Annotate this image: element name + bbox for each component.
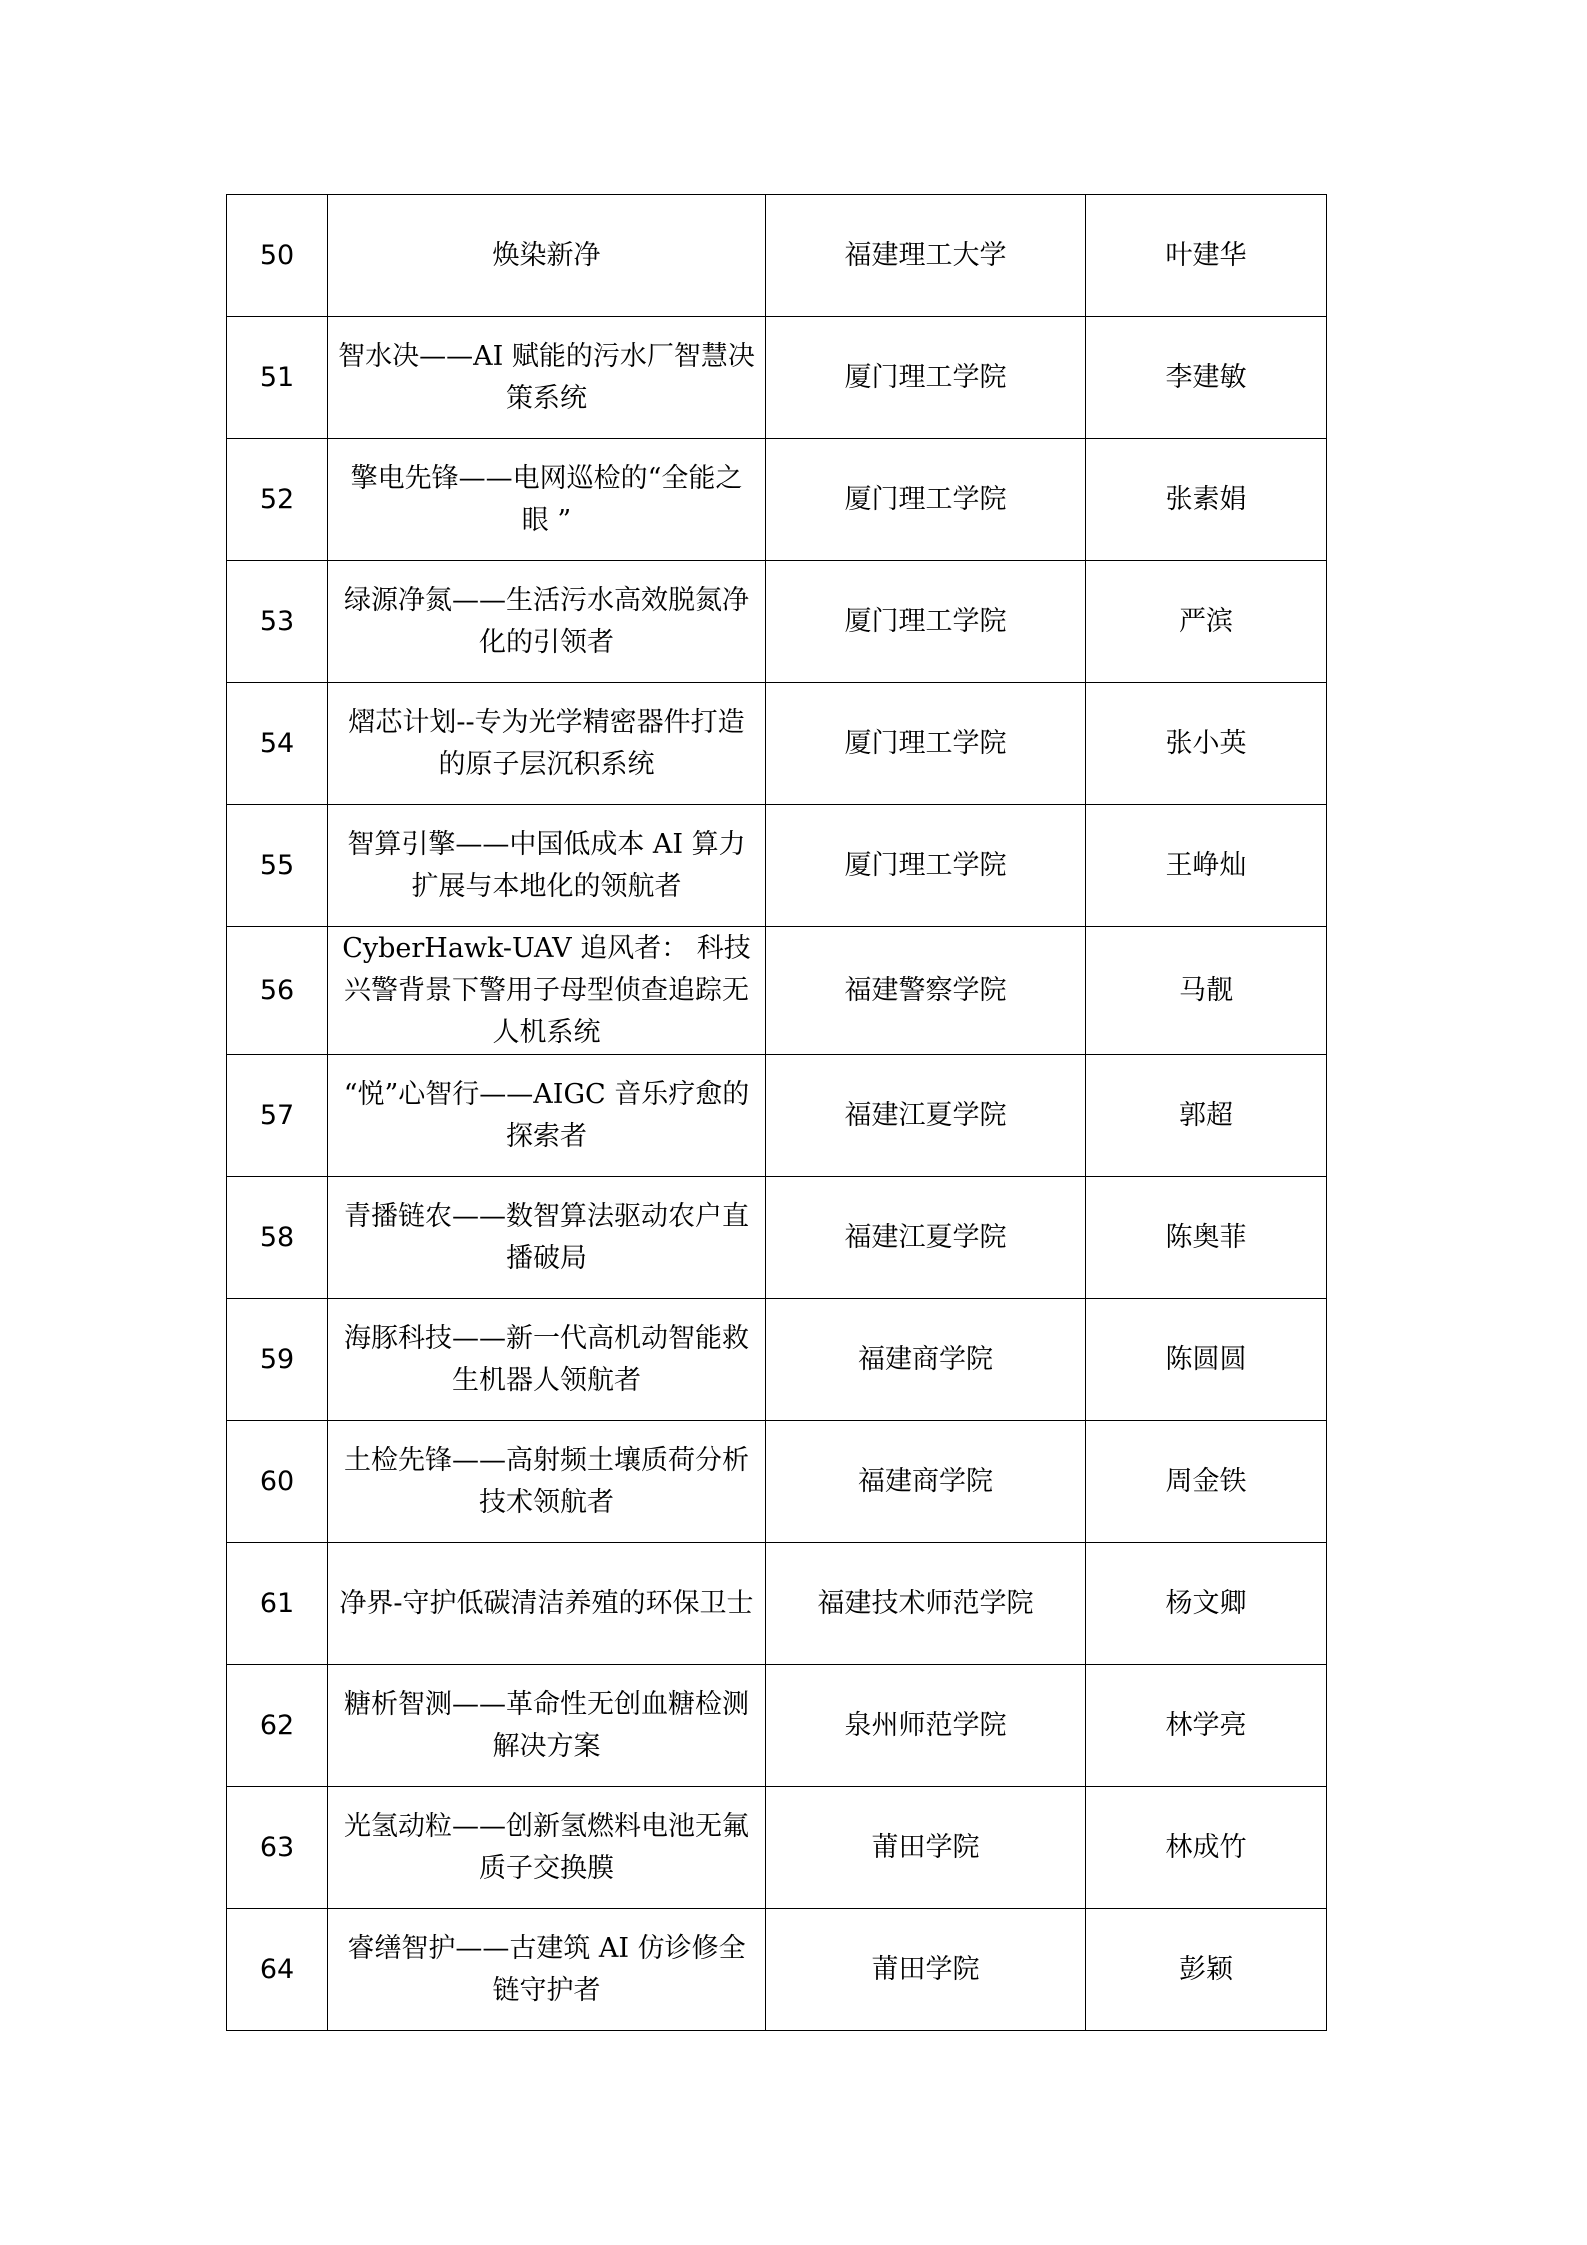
project-name: 海豚科技——新一代高机动智能救生机器人领航者 bbox=[328, 1299, 766, 1421]
school-name: 福建商学院 bbox=[766, 1421, 1086, 1543]
project-name: “悦”心智行——AIGC 音乐疗愈的探索者 bbox=[328, 1055, 766, 1177]
project-name: 土检先锋——高射频土壤质荷分析技术领航者 bbox=[328, 1421, 766, 1543]
table-row bbox=[227, 805, 1327, 927]
project-name: CyberHawk-UAV 追风者： 科技兴警背景下警用子母型侦查追踪无人机系统 bbox=[328, 927, 766, 1055]
advisor-name: 叶建华 bbox=[1086, 195, 1327, 317]
advisor-name: 陈奥菲 bbox=[1086, 1177, 1327, 1299]
row-number: 58 bbox=[227, 1177, 328, 1299]
project-name: 智算引擎——中国低成本 AI 算力扩展与本地化的领航者 bbox=[328, 805, 766, 927]
school-name: 福建警察学院 bbox=[766, 927, 1086, 1055]
project-name: 智水决——AI 赋能的污水厂智慧决策系统 bbox=[328, 317, 766, 439]
advisor-name: 郭超 bbox=[1086, 1055, 1327, 1177]
row-number: 51 bbox=[227, 317, 328, 439]
school-name: 福建商学院 bbox=[766, 1299, 1086, 1421]
school-name: 厦门理工学院 bbox=[766, 439, 1086, 561]
row-number: 60 bbox=[227, 1421, 328, 1543]
table-row bbox=[227, 317, 1327, 439]
project-name: 光氢动粒——创新氢燃料电池无氟质子交换膜 bbox=[328, 1787, 766, 1909]
table-row bbox=[227, 927, 1327, 1055]
project-name: 青播链农——数智算法驱动农户直播破局 bbox=[328, 1177, 766, 1299]
school-name: 莆田学院 bbox=[766, 1909, 1086, 2031]
advisor-name: 张小英 bbox=[1086, 683, 1327, 805]
project-list-body bbox=[227, 195, 1327, 2031]
table-row bbox=[227, 683, 1327, 805]
advisor-name: 陈圆圆 bbox=[1086, 1299, 1327, 1421]
table-row bbox=[227, 1299, 1327, 1421]
table-row bbox=[227, 1421, 1327, 1543]
school-name: 福建江夏学院 bbox=[766, 1177, 1086, 1299]
advisor-name: 杨文卿 bbox=[1086, 1543, 1327, 1665]
advisor-name: 彭颖 bbox=[1086, 1909, 1327, 2031]
table-row bbox=[227, 1543, 1327, 1665]
row-number: 54 bbox=[227, 683, 328, 805]
advisor-name: 李建敏 bbox=[1086, 317, 1327, 439]
row-number: 55 bbox=[227, 805, 328, 927]
project-name: 绿源净氮——生活污水高效脱氮净化的引领者 bbox=[328, 561, 766, 683]
project-list-table bbox=[226, 194, 1327, 2031]
advisor-name: 严滨 bbox=[1086, 561, 1327, 683]
row-number: 52 bbox=[227, 439, 328, 561]
school-name: 福建理工大学 bbox=[766, 195, 1086, 317]
advisor-name: 林成竹 bbox=[1086, 1787, 1327, 1909]
row-number: 57 bbox=[227, 1055, 328, 1177]
project-name: 熠芯计划--专为光学精密器件打造的原子层沉积系统 bbox=[328, 683, 766, 805]
school-name: 福建技术师范学院 bbox=[766, 1543, 1086, 1665]
advisor-name: 张素娟 bbox=[1086, 439, 1327, 561]
table-row bbox=[227, 439, 1327, 561]
project-name: 糖析智测——革命性无创血糖检测解决方案 bbox=[328, 1665, 766, 1787]
advisor-name: 马靓 bbox=[1086, 927, 1327, 1055]
row-number: 62 bbox=[227, 1665, 328, 1787]
school-name: 厦门理工学院 bbox=[766, 683, 1086, 805]
advisor-name: 王峥灿 bbox=[1086, 805, 1327, 927]
row-number: 53 bbox=[227, 561, 328, 683]
row-number: 59 bbox=[227, 1299, 328, 1421]
advisor-name: 周金铁 bbox=[1086, 1421, 1327, 1543]
row-number: 63 bbox=[227, 1787, 328, 1909]
project-name: 睿缮智护——古建筑 AI 仿诊修全链守护者 bbox=[328, 1909, 766, 2031]
table-row bbox=[227, 1177, 1327, 1299]
table-row bbox=[227, 1665, 1327, 1787]
row-number: 64 bbox=[227, 1909, 328, 2031]
table-row bbox=[227, 1055, 1327, 1177]
project-name: 擎电先锋——电网巡检的“全能之眼 ” bbox=[328, 439, 766, 561]
table-row bbox=[227, 195, 1327, 317]
school-name: 厦门理工学院 bbox=[766, 805, 1086, 927]
school-name: 莆田学院 bbox=[766, 1787, 1086, 1909]
advisor-name: 林学亮 bbox=[1086, 1665, 1327, 1787]
project-name: 净界-守护低碳清洁养殖的环保卫士 bbox=[328, 1543, 766, 1665]
school-name: 厦门理工学院 bbox=[766, 561, 1086, 683]
row-number: 50 bbox=[227, 195, 328, 317]
school-name: 泉州师范学院 bbox=[766, 1665, 1086, 1787]
project-name: 焕染新净 bbox=[328, 195, 766, 317]
table-row bbox=[227, 1787, 1327, 1909]
table-row bbox=[227, 561, 1327, 683]
row-number: 56 bbox=[227, 927, 328, 1055]
table-row bbox=[227, 1909, 1327, 2031]
row-number: 61 bbox=[227, 1543, 328, 1665]
school-name: 福建江夏学院 bbox=[766, 1055, 1086, 1177]
school-name: 厦门理工学院 bbox=[766, 317, 1086, 439]
